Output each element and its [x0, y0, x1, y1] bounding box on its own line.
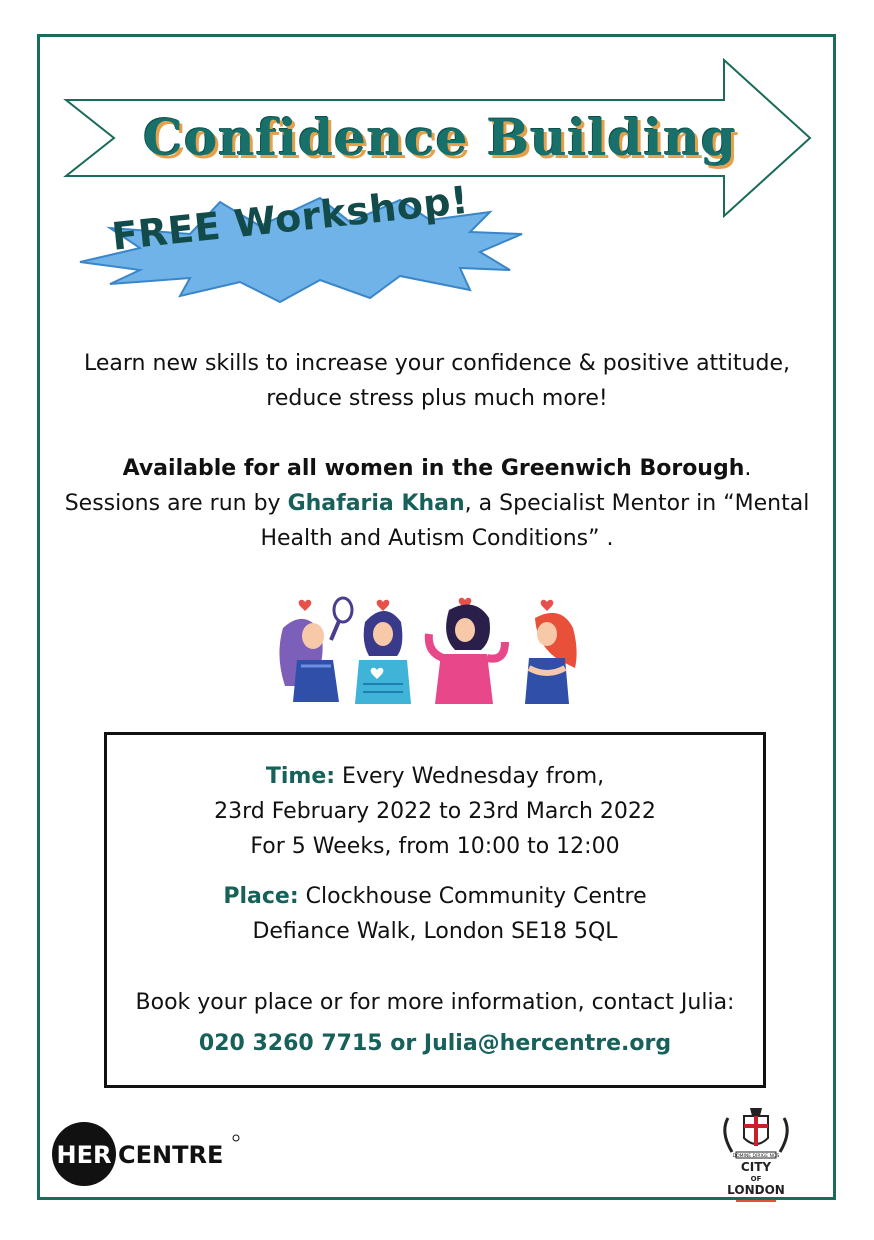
time-line	[107, 759, 763, 794]
time-label: Time:	[265, 764, 336, 789]
city-underline	[736, 1200, 776, 1202]
availability-tail: .	[744, 456, 752, 481]
women-illustration	[265, 588, 605, 706]
city-line-2: LONDON	[727, 1183, 785, 1197]
dates-line: 23rd February 2022 to 23rd March 2022	[214, 799, 656, 824]
contact-link[interactable]: 020 3260 7715 or Julia@hercentre.org	[198, 1031, 672, 1056]
details-box	[104, 732, 766, 1088]
centre-logo-text: CENTRE	[118, 1141, 224, 1169]
conditions-line: Health and Autism Conditions” .	[260, 526, 614, 551]
her-logo-text: HER	[56, 1141, 112, 1169]
availability-line	[40, 451, 834, 486]
city-line-1: CITY	[740, 1160, 772, 1174]
sessions-pre: Sessions are run by	[64, 491, 288, 516]
mentor-name: Ghafaria Khan	[287, 491, 465, 516]
time-value: Every Wednesday from,	[335, 764, 605, 789]
intro-line-1: Learn new skills to increase your confidence & positive attitude,	[84, 351, 790, 376]
intro-line-2: reduce stress plus much more!	[266, 386, 608, 411]
free-workshop-badge: FREE Workshop!	[109, 177, 471, 259]
place-label: Place:	[223, 884, 299, 909]
place-line	[107, 879, 763, 914]
sessions-line	[40, 486, 834, 521]
duration-line: For 5 Weeks, from 10:00 to 12:00	[250, 834, 620, 859]
address-line: Defiance Walk, London SE18 5QL	[252, 919, 618, 944]
sessions-post: , a Specialist Mentor in “Mental	[464, 491, 810, 516]
availability-bold: Available for all women in the Greenwich Borough	[122, 456, 745, 481]
city-of-london-text	[714, 1160, 798, 1202]
booking-line: Book your place or for more information, contact Julia:	[135, 990, 735, 1015]
city-of: OF	[750, 1175, 762, 1183]
page-title: Confidence Building	[143, 108, 737, 167]
place-value: Clockhouse Community Centre	[298, 884, 647, 909]
city-motto: DOMINE DIRIGE NOS	[732, 1154, 780, 1159]
her-centre-logo	[52, 1118, 248, 1190]
